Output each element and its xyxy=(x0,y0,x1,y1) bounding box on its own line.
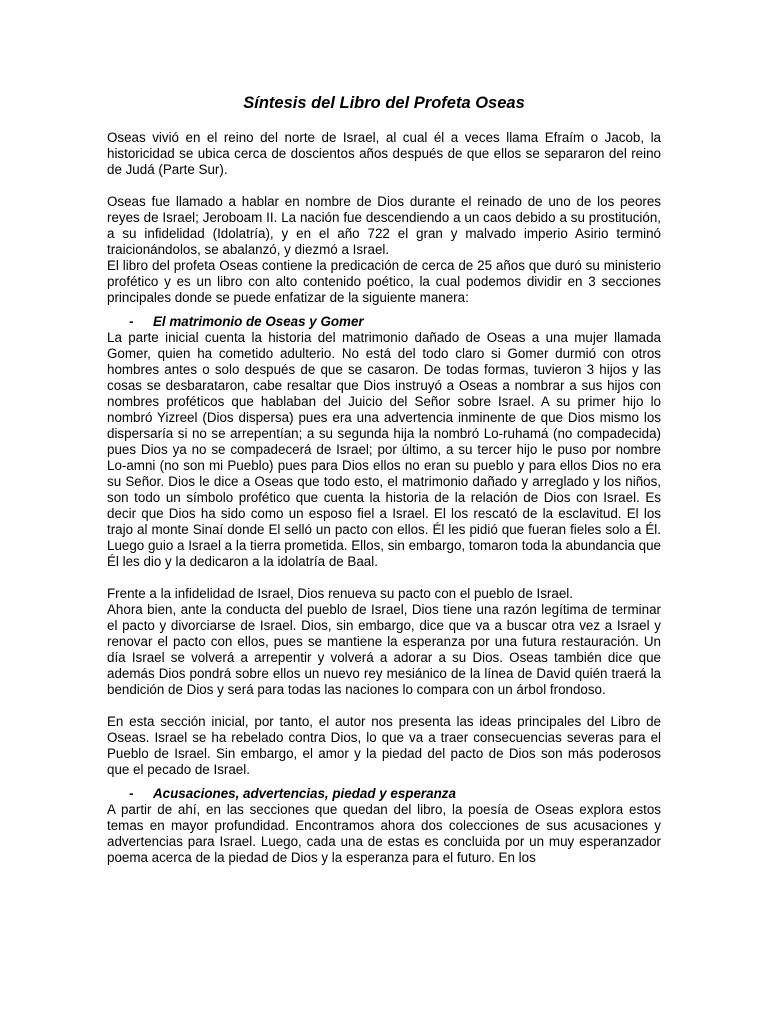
section-heading-text: Acusaciones, advertencias, piedad y esperanza xyxy=(153,786,456,801)
covenant-renewal-paragraph: Frente a la infidelidad de Israel, Dios renueva su pacto con el pueblo de Israel. xyxy=(107,586,573,601)
bullet-dash: - xyxy=(129,314,134,329)
accusations-paragraph: A partir de ahí, en las secciones que quedan del libro, la poesía de Oseas explora estos temas en mayor profundidad. Encontramos ahora dos colecciones de sus acusaciones y advertencias para Israel. Luego, cada una de estas es concluida por un muy esperanzador poema acerca de la piedad de Dios y la esperanza para el futuro. En los xyxy=(107,802,661,865)
intro-paragraph: Oseas vivió en el reino del norte de Israel, al cual él a veces llama Efraím o Jacob, la historicidad se ubica cerca de doscientos años después de que ellos se separaron del reino de Judá (Parte Sur). xyxy=(107,130,661,177)
context-paragraph: Oseas fue llamado a hablar en nombre de Dios durante el reinado de uno de los peores reyes de Israel; Jeroboam II. La nación fue descendiendo a un caos debido a su prostitución, a su infidelidad (Idolatría), y en el año 722 el gran y malvado imperio Asirio terminó traicionándolos, se abalanzó, y diezmó a Israel. xyxy=(107,194,661,257)
paragraph-gap xyxy=(107,178,661,194)
document-title: Síntesis del Libro del Profeta Oseas xyxy=(243,94,525,112)
paragraph-gap xyxy=(107,570,661,586)
restoration-paragraph: Ahora bien, ante la conducta del pueblo de Israel, Dios tiene una razón legítima de terminar el pacto y divorciarse de Israel. Dios, sin embargo, dice que va a buscar otra vez a Israel y renovar el pacto con ellos, pues se mantiene la esperanza por una futura restauración. Un día Israel se volverá a arrepentir y volverá a adorar a su Dios. Oseas también dice que además Dios pondrá sobre ellos un nuevo rey mesiánico de la línea de David quién traerá la bendición de Dios y será para todas las naciones lo compara con un árbol frondoso. xyxy=(107,602,661,697)
section-summary-paragraph: En esta sección inicial, por tanto, el autor nos presenta las ideas principales del Libro de Oseas. Israel se ha rebelado contra Dios, lo que va a traer consecuencias severas para el Pueblo de Israel. Sin embargo, el amor y la piedad del pacto de Dios son más poderosos que el pecado de Israel. xyxy=(107,714,661,777)
section-heading-accusations xyxy=(107,786,661,802)
book-overview-paragraph: El libro del profeta Oseas contiene la predicación de cerca de 25 años que duró su ministerio profético y es un libro con alto contenido poético, la cual podemos dividir en 3 secciones principales donde se puede enfatizar de la siguiente manera: xyxy=(107,258,661,305)
section-heading-text: El matrimonio de Oseas y Gomer xyxy=(153,314,364,329)
marriage-story-paragraph: La parte inicial cuenta la historia del matrimonio dañado de Oseas a una mujer llamada Gomer, quien ha cometido adulterio. No está del todo claro si Gomer durmió con otros hombres antes o solo después de que se casaron. De todas formas, tuvieron 3 hijos y las cosas se desbarataron, cabe resaltar que Dios instruyó a Oseas a nombrar a sus hijos con nombres proféticos que hablaban del Juicio del Señor sobre Israel. A su primer hijo lo nombró Yizreel (Dios dispersa) pues era una advertencia inminente de que Dios mismo los dispersaría si no se arrepentían; a su segunda hija la nombró Lo-ruhamá (no compadecida) pues Dios ya no se compadecerá de Israel; por último, a su tercer hijo le puso por nombre Lo-amni (no son mi Pueblo) pues para Dios ellos no eran su pueblo y para ellos Dios no era su Señor. Dios le dice a Oseas que todo esto, el matrimonio dañado y arreglado y los niños, son todo un símbolo profético que cuenta la historia de la relación de Dios con Israel. Es decir que Dios ha sido como un esposo fiel a Israel. El los rescató de la esclavitud. El los trajo al monte Sinaí donde El selló un pacto con ellos. Él les pidió que fueran fieles solo a Él. Luego guio a Israel a la tierra prometida. Ellos, sin embargo, tomaron toda la abundancia que Él les dio y la dedicaron a la idolatría de Baal. xyxy=(107,330,661,569)
document-page xyxy=(107,0,661,866)
bullet-dash: - xyxy=(129,786,134,801)
paragraph-gap xyxy=(107,698,661,714)
section-heading-marriage xyxy=(107,314,661,330)
